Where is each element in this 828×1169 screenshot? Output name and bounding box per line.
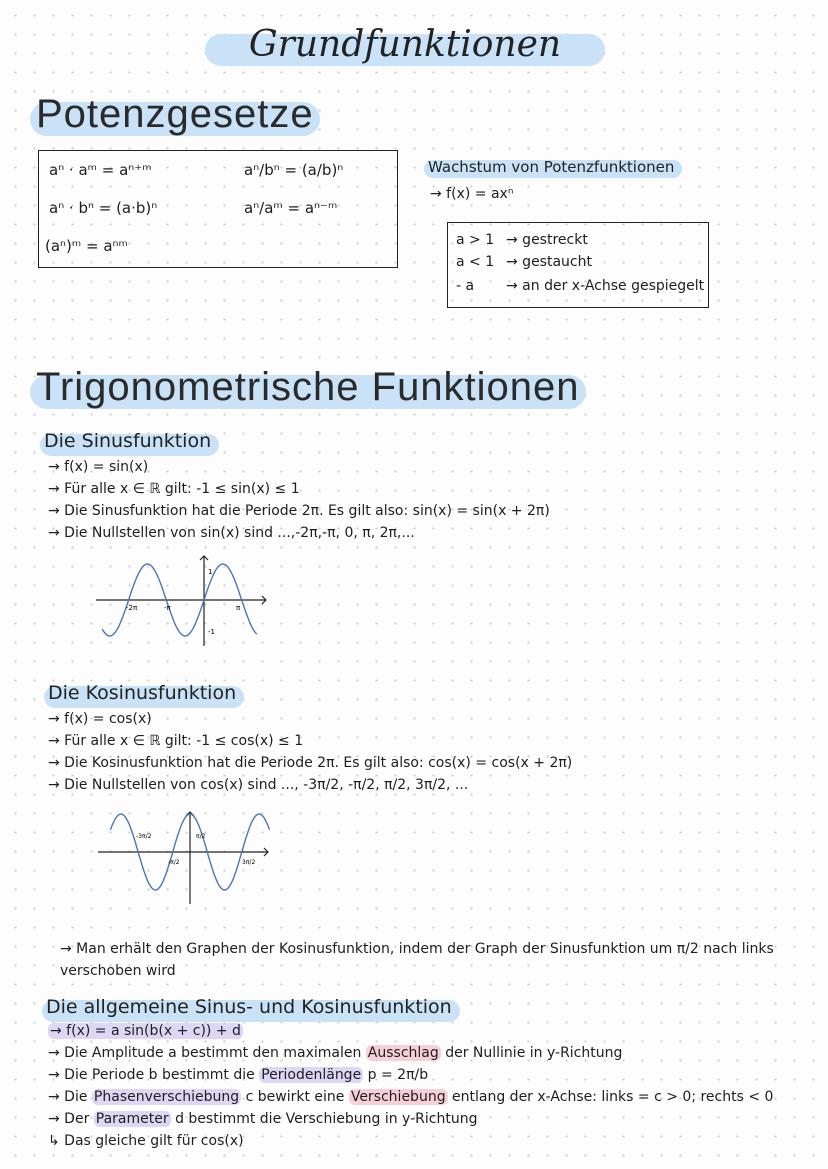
kosinus-label-mpi2: -π/2: [168, 859, 180, 866]
section-title-trig: Trigonometrische Funktionen: [36, 365, 580, 410]
rule-2-left: aⁿ · bⁿ = (a·b)ⁿ: [49, 199, 158, 217]
case-2-cond: a < 1: [456, 254, 495, 270]
page-title: Grundfunktionen: [205, 24, 605, 66]
kosinus-label-3pi2: 3π/2: [242, 859, 256, 866]
kosinus-line-3: → Die Kosinusfunktion hat die Periode 2π. Es gilt also: cos(x) = cos(x + 2π): [48, 755, 573, 771]
allgemein-periode: → Die Periode b bestimmt die Periodenlänge p = 2π/b: [48, 1067, 429, 1083]
section-title-potenzgesetze: Potenzgesetze: [36, 92, 314, 137]
allgemein-phase: → Die Phasenverschiebung c bewirkt eine Verschiebung entlang der x-Achse: links = c > 0; rechts < 0: [48, 1089, 774, 1105]
verschiebung-highlight: Verschiebung: [350, 1089, 446, 1105]
sinus-label-m1: -1: [208, 628, 215, 636]
allgemein-amplitude: → Die Amplitude a bestimmt den maximalen Ausschlag der Nullinie in y-Richtung: [48, 1045, 623, 1061]
case-3-cond: - a: [456, 278, 475, 294]
sinus-label-mpi: -π: [164, 604, 171, 612]
sinus-label-1: 1: [208, 568, 213, 576]
sinus-title: Die Sinusfunktion: [44, 430, 211, 452]
sinus-graph: [90, 550, 270, 650]
formula-highlight: → f(x) = a sin(b(x + c)) + d: [50, 1023, 241, 1039]
rule-3-left: (aⁿ)ᵐ = aⁿᵐ: [45, 237, 128, 255]
shift-note: → Man erhält den Graphen der Kosinusfunktion, indem der Graph der Sinusfunktion um π/2 nach links verschoben wird: [60, 941, 774, 979]
parameter-highlight: Parameter: [95, 1111, 169, 1127]
allgemein-same: ↳ Das gleiche gilt für cos(x): [48, 1133, 244, 1149]
sinus-line-4: → Die Nullstellen von sin(x) sind ...,-2π,-π, 0, π, 2π,...: [48, 525, 415, 541]
ausschlag-highlight: Ausschlag: [367, 1045, 439, 1061]
sinus-lines: [48, 456, 550, 544]
case-2-result: → gestaucht: [506, 254, 592, 270]
case-1-result: → gestreckt: [506, 232, 588, 248]
sinus-line-1: → f(x) = sin(x): [48, 459, 149, 475]
sinus-line-3: → Die Sinusfunktion hat die Periode 2π. Es gilt also: sin(x) = sin(x + 2π): [48, 503, 550, 519]
allgemein-parameter: → Der Parameter d bestimmt die Verschiebung in y-Richtung: [48, 1111, 478, 1127]
sinus-line-2: → Für alle x ∈ ℝ gilt: -1 ≤ sin(x) ≤ 1: [48, 481, 300, 497]
kosinus-label-pi2: π/2: [196, 833, 206, 840]
kosinus-title: Die Kosinusfunktion: [48, 682, 236, 704]
kosinus-lines: [48, 708, 572, 796]
cases-box: [447, 222, 709, 308]
kosinus-label-m3pi2: -3π/2: [136, 833, 152, 840]
kosinus-line-1: → f(x) = cos(x): [48, 711, 152, 727]
sinus-label-m2pi: -2π: [126, 604, 138, 612]
periodenlaenge-highlight: Periodenlänge: [261, 1067, 362, 1083]
rule-1-left: aⁿ · aᵐ = aⁿ⁺ᵐ: [49, 161, 152, 179]
case-1-cond: a > 1: [456, 232, 495, 248]
wachstum-title: Wachstum von Potenzfunktionen: [428, 158, 674, 176]
case-3-result: → an der x-Achse gespiegelt: [506, 278, 705, 294]
kosinus-line-2: → Für alle x ∈ ℝ gilt: -1 ≤ cos(x) ≤ 1: [48, 733, 304, 749]
wachstum-formula: → f(x) = axⁿ: [430, 186, 514, 202]
kosinus-graph: [92, 808, 272, 908]
allgemein-formula: [48, 1020, 773, 1042]
phasenverschiebung-highlight: Phasenverschiebung: [93, 1089, 240, 1105]
rule-1-right: aⁿ/bⁿ = (a/b)ⁿ: [244, 161, 344, 179]
sinus-label-pi: π: [236, 604, 241, 612]
allgemein-lines: [48, 1020, 773, 1152]
kosinus-line-4: → Die Nullstellen von cos(x) sind ..., -3π/2, -π/2, π/2, 3π/2, ...: [48, 777, 469, 793]
allgemein-title: Die allgemeine Sinus- und Kosinusfunktion: [46, 996, 452, 1018]
rule-2-right: aⁿ/aᵐ = aⁿ⁻ᵐ: [244, 199, 338, 217]
potenz-rules-box: [38, 150, 398, 268]
